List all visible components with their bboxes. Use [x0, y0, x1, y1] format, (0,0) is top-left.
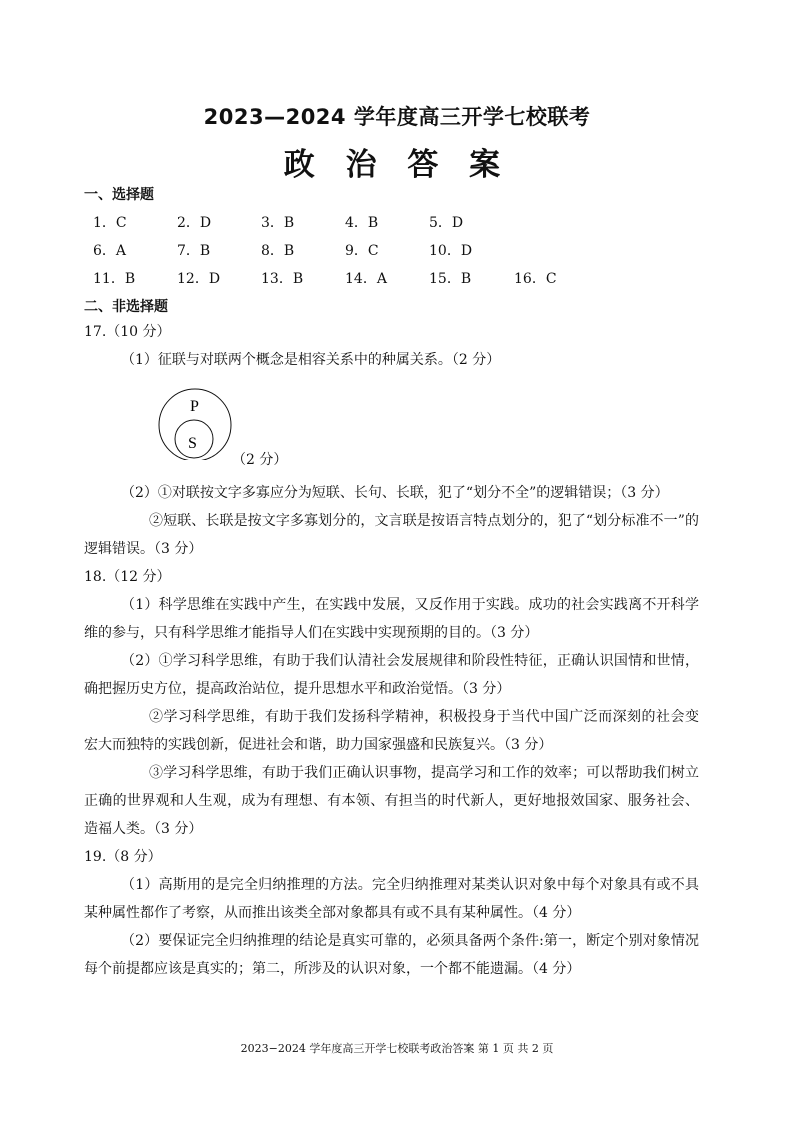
question-17-part2-line2: ②短联、长联是按文字多寡划分的，文言联是按语言特点划分的，犯了“划分标准不一”的 [149, 513, 699, 529]
question-17-part2-line1: （2）①对联按文字多寡应分为短联、长句、长联，犯了“划分不全”的逻辑错误；（3 分） [121, 485, 669, 501]
concept-diagram [152, 388, 242, 460]
answer-item: 1．C [93, 215, 127, 231]
answer-item: 16．C [514, 271, 557, 287]
question-18-part4-line3: 造福人类。（3 分） [84, 821, 203, 837]
page-title: 2023—2024 学年度高三开学七校联考 [203, 105, 591, 129]
section-heading-choice: 一、选择题 [84, 187, 154, 203]
answer-item: 14．A [345, 271, 387, 287]
answer-item: 4．B [345, 215, 379, 231]
diagram-label-s: S [188, 435, 197, 452]
answer-item: 12．D [177, 271, 221, 287]
answer-item: 2．D [177, 215, 212, 231]
question-18-part4-line1: ③学习科学思维，有助于我们正确认识事物，提高学习和工作的效率；可以帮助我们树立 [149, 765, 699, 781]
answer-item: 3．B [261, 215, 295, 231]
question-19-part2-line2: 每个前提都应该是真实的；第二，所涉及的认识对象，一个都不能遗漏。（4 分） [84, 961, 581, 977]
answer-item: 9．C [345, 243, 379, 259]
answer-item: 11．B [93, 271, 136, 287]
question-18-title: 18.（12 分） [84, 569, 171, 585]
answer-item: 13．B [261, 271, 304, 287]
diagram-score: （2 分） [232, 452, 288, 468]
question-18-part3-line1: ②学习科学思维，有助于我们发扬科学精神，积极投身于当代中国广泛而深刻的社会变 [149, 709, 699, 725]
diagram-label-p: P [190, 398, 199, 415]
subject-title: 政 治 答 案 [283, 147, 511, 183]
question-18-part4-line2: 正确的世界观和人生观，成为有理想、有本领、有担当的时代新人，更好地报效国家、服务社会、 [84, 793, 699, 809]
question-18-part2-line1: （2）①学习科学思维，有助于我们认清社会发展规律和阶段性特征，正确认识国情和世情， [121, 653, 699, 669]
section-heading-essay: 二、非选择题 [84, 299, 168, 315]
answer-item: 6．A [93, 243, 127, 259]
question-17-part2-line3: 逻辑错误。（3 分） [84, 541, 203, 557]
question-19-part1-line2: 某种属性都作了考察，从而推出该类全部对象都具有或不具有某种属性。（4 分） [84, 905, 581, 921]
answer-item: 5．D [429, 215, 464, 231]
question-18-part3-line2: 宏大而独特的实践创新，促进社会和谐，助力国家强盛和民族复兴。（3 分） [84, 737, 553, 753]
question-18-part2-line2: 确把握历史方位，提高政治站位，提升思想水平和政治觉悟。（3 分） [84, 681, 511, 697]
answer-item: 10．D [429, 243, 473, 259]
question-18-part1-line2: 维的参与，只有科学思维才能指导人们在实践中实现预期的目的。（3 分） [84, 625, 539, 641]
question-19-part2-line1: （2）要保证完全归纳推理的结论是真实可靠的，必须具备两个条件:第一，断定个别对象情况 [121, 933, 699, 949]
page-footer: 2023−2024 学年度高三开学七校联考政治答案 第 1 页 共 2 页 [240, 1042, 554, 1055]
question-19-part1-line1: （1）高斯用的是完全归纳推理的方法。完全归纳推理对某类认识对象中每个对象具有或不具 [121, 877, 699, 893]
question-17-part1: （1）征联与对联两个概念是相容关系中的种属关系。（2 分） [121, 352, 501, 368]
answer-item: 15．B [429, 271, 472, 287]
answer-item: 7．B [177, 243, 211, 259]
answer-item: 8．B [261, 243, 295, 259]
question-17-title: 17.（10 分） [84, 324, 171, 340]
question-19-title: 19.（8 分） [84, 849, 162, 865]
question-18-part1-line1: （1）科学思维在实践中产生，在实践中发展，又反作用于实践。成功的社会实践离不开科学 [121, 597, 699, 613]
